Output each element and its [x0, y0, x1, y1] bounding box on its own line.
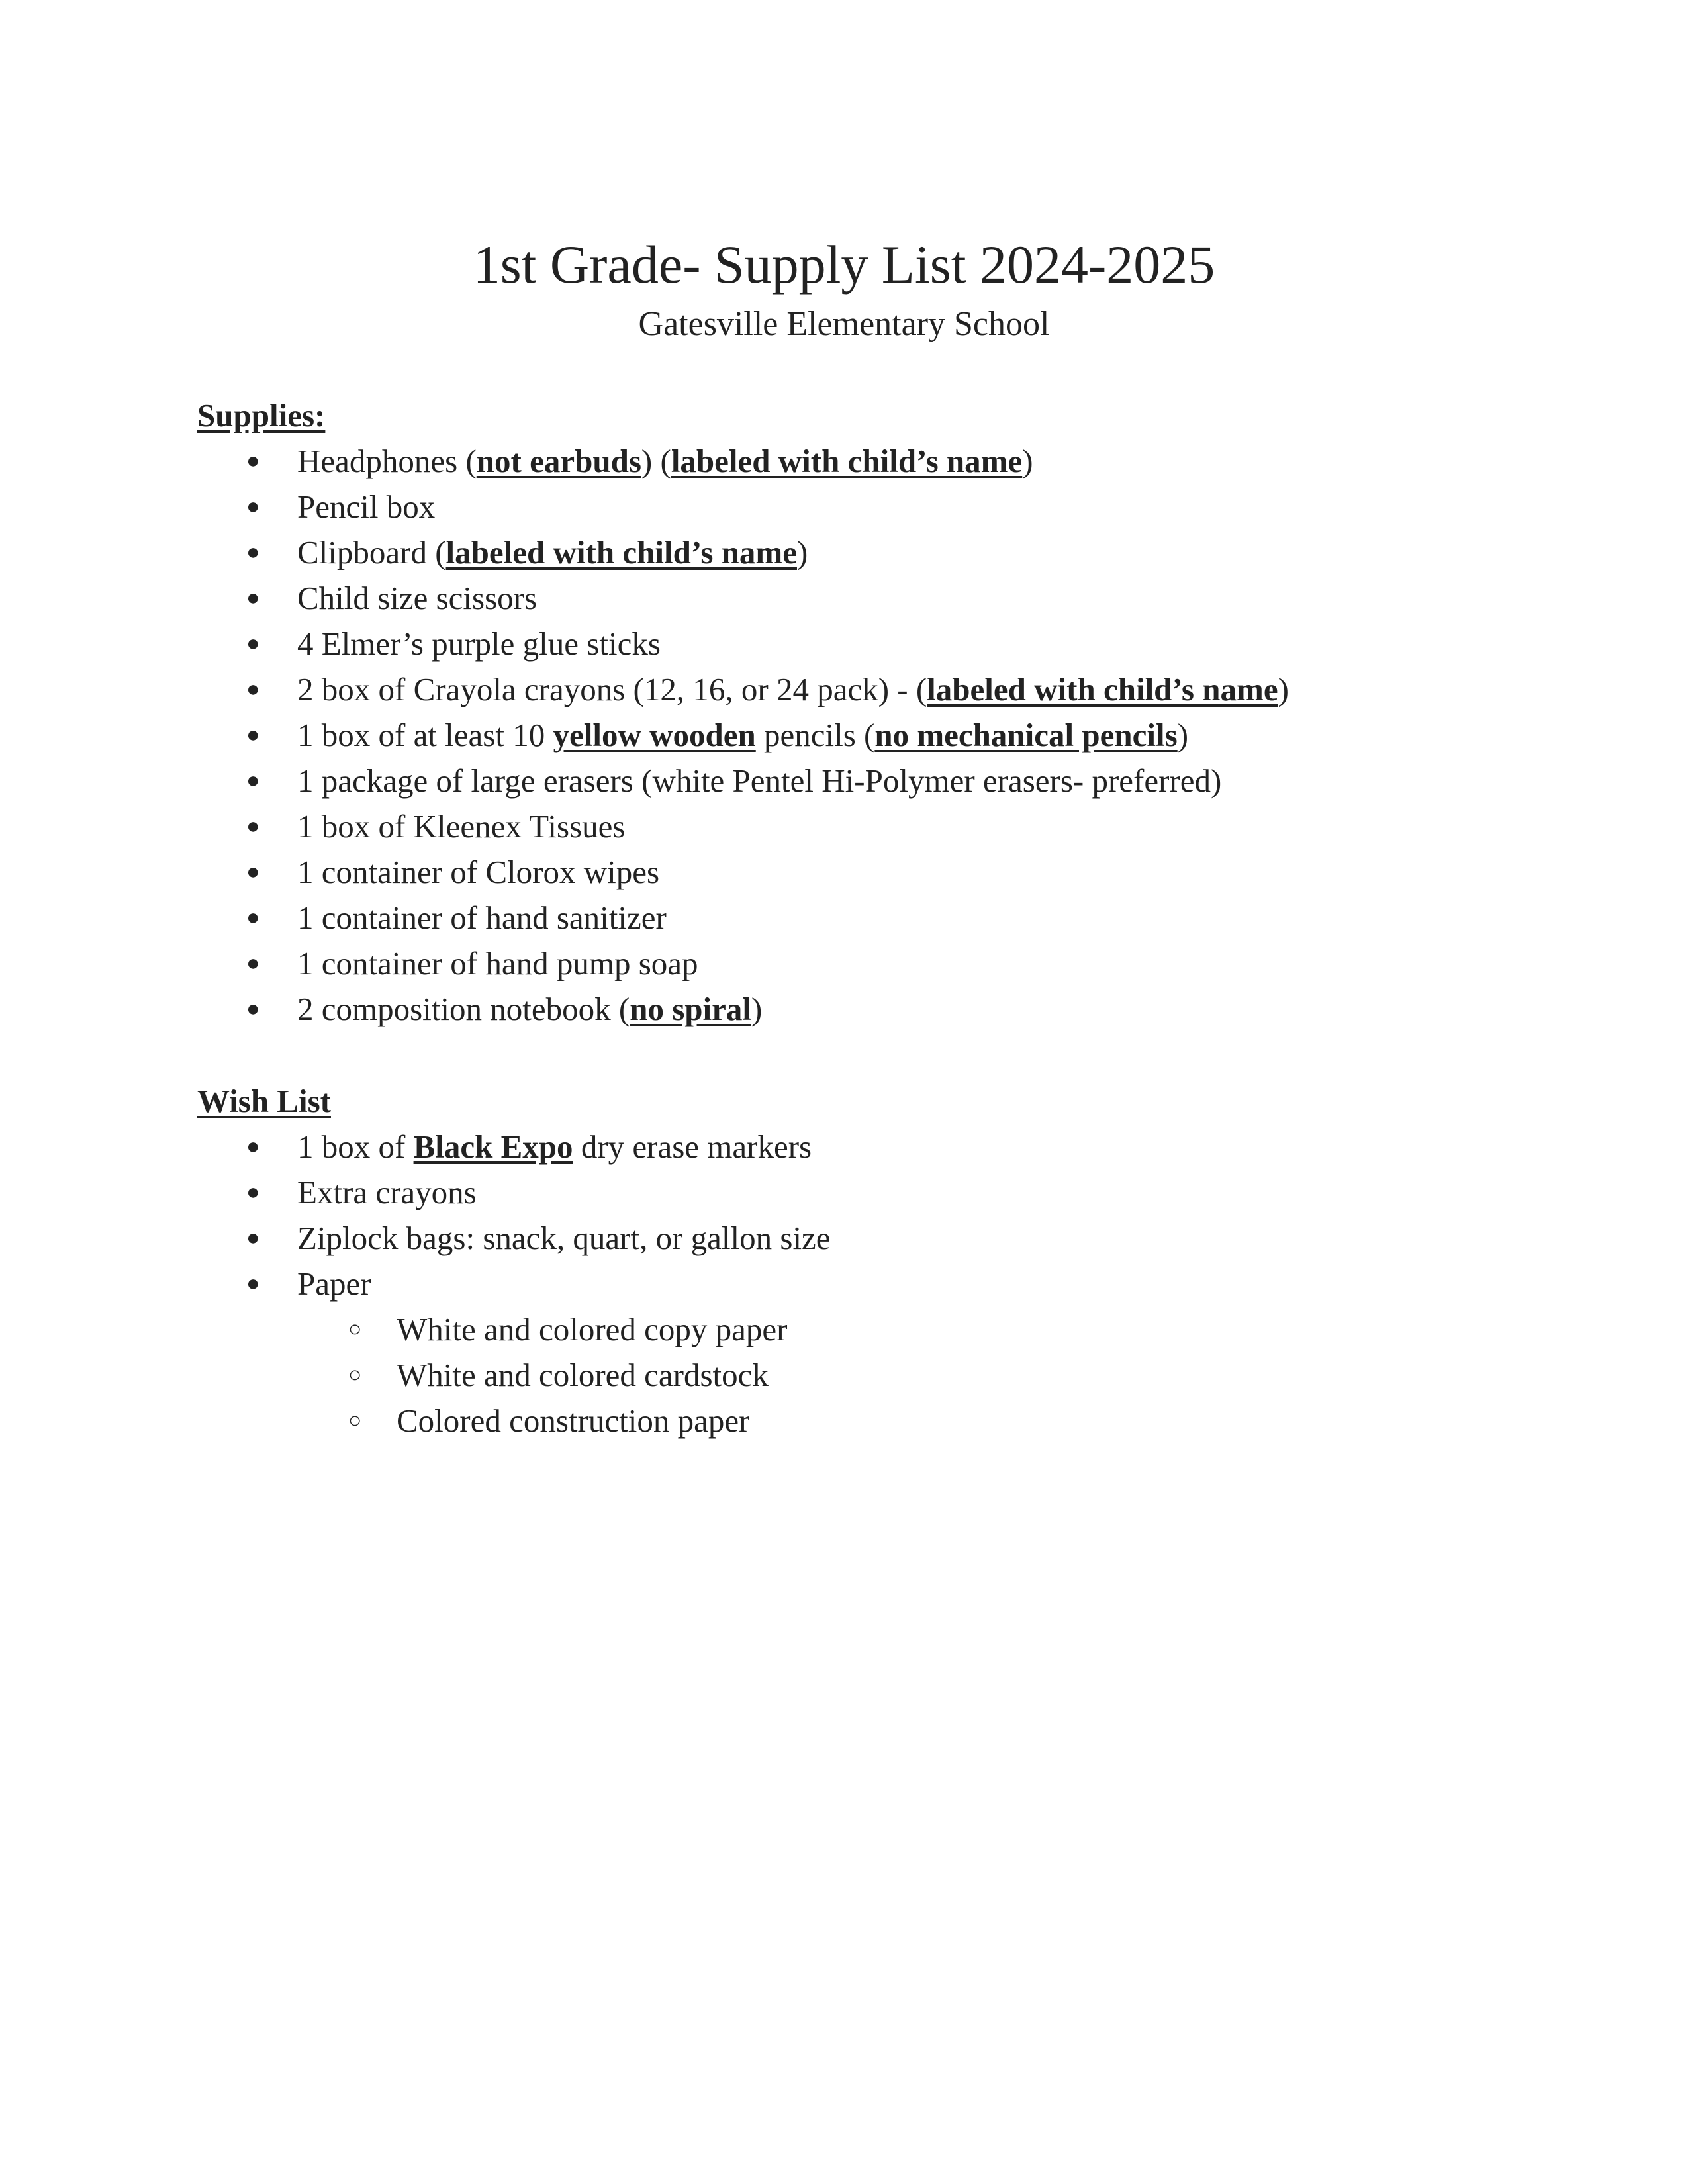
list-item-text [297, 986, 762, 1032]
plain-text: White and colored copy paper [397, 1311, 788, 1347]
plain-text: 1 container of Clorox wipes [297, 854, 660, 890]
circle-bullet-icon: ○ [348, 1363, 362, 1387]
plain-text: Paper [297, 1265, 371, 1302]
emphasized-text: Black Expo [413, 1128, 573, 1165]
plain-text: 1 container of hand sanitizer [297, 899, 667, 936]
emphasized-text: labeled with child’s name [927, 671, 1278, 707]
list-item-text [297, 895, 667, 940]
disc-bullet-icon: ● [246, 768, 260, 793]
disc-bullet-icon: ● [246, 1271, 260, 1296]
disc-bullet-icon: ● [246, 677, 260, 702]
plain-text: ) [1177, 717, 1189, 753]
supplies-heading: Supplies: [197, 397, 326, 433]
plain-text: White and colored cardstock [397, 1357, 769, 1393]
school-name: Gatesville Elementary School [638, 305, 1050, 343]
emphasized-text: no mechanical pencils [874, 717, 1178, 753]
plain-text: 1 container of hand pump soap [297, 945, 698, 981]
plain-text: dry erase markers [573, 1128, 812, 1165]
disc-bullet-icon: ● [246, 494, 260, 519]
list-item-text [297, 758, 1221, 803]
emphasized-text: yellow wooden [553, 717, 756, 753]
plain-text: Colored construction paper [397, 1402, 750, 1439]
list-item-text [397, 1306, 787, 1352]
plain-text: Ziplock bags: snack, quart, or gallon size [297, 1220, 831, 1256]
plain-text: Child size scissors [297, 580, 538, 616]
disc-bullet-icon: ● [246, 814, 260, 839]
plain-text: Pencil box [297, 488, 436, 525]
plain-text: ) ( [641, 443, 671, 479]
disc-bullet-icon: ● [246, 951, 260, 976]
circle-bullet-icon: ○ [348, 1317, 362, 1342]
plain-text: Extra crayons [297, 1174, 477, 1210]
list-item-text [297, 803, 625, 849]
plain-text: ) [796, 534, 808, 570]
list-item-text [297, 438, 1033, 484]
list-item-text [297, 712, 1188, 758]
plain-text: 1 package of large erasers (white Pentel Hi-Polymer erasers- preferred) [297, 762, 1222, 799]
emphasized-text: no spiral [630, 991, 752, 1027]
disc-bullet-icon: ● [246, 1134, 260, 1159]
plain-text: 2 box of Crayola crayons (12, 16, or 24 pack) - ( [297, 671, 927, 707]
plain-text: 1 box of [297, 1128, 414, 1165]
plain-text: ) [751, 991, 763, 1027]
list-item-text [397, 1398, 749, 1443]
plain-text: pencils ( [755, 717, 875, 753]
list-item-text [397, 1352, 769, 1398]
plain-text: 1 box of Kleenex Tissues [297, 808, 626, 844]
list-item-text [297, 1261, 371, 1306]
disc-bullet-icon: ● [246, 631, 260, 656]
disc-bullet-icon: ● [246, 1226, 260, 1250]
disc-bullet-icon: ● [246, 723, 260, 747]
plain-text: Headphones ( [297, 443, 477, 479]
list-item-text [297, 1169, 477, 1215]
plain-text: ) [1022, 443, 1033, 479]
page-title: 1st Grade- Supply List 2024-2025 [473, 234, 1215, 295]
emphasized-text: labeled with child’s name [671, 443, 1023, 479]
plain-text: ) [1278, 671, 1289, 707]
list-item-text [297, 849, 659, 895]
list-item-text [297, 940, 698, 986]
list-item-text [297, 1124, 812, 1169]
list-item-text [297, 1215, 831, 1261]
disc-bullet-icon: ● [246, 860, 260, 884]
disc-bullet-icon: ● [246, 449, 260, 473]
emphasized-text: labeled with child’s name [445, 534, 797, 570]
disc-bullet-icon: ● [246, 586, 260, 610]
disc-bullet-icon: ● [246, 997, 260, 1021]
emphasized-text: not earbuds [476, 443, 641, 479]
list-item-text [297, 621, 661, 666]
list-item-text [297, 484, 435, 529]
disc-bullet-icon: ● [246, 540, 260, 565]
plain-text: 2 composition notebook ( [297, 991, 630, 1027]
plain-text: 4 Elmer’s purple glue sticks [297, 625, 661, 662]
list-item-text [297, 575, 537, 621]
list-item-text [297, 529, 808, 575]
disc-bullet-icon: ● [246, 1180, 260, 1205]
disc-bullet-icon: ● [246, 905, 260, 930]
wish-list-heading: Wish List [197, 1083, 331, 1119]
plain-text: Clipboard ( [297, 534, 446, 570]
circle-bullet-icon: ○ [348, 1408, 362, 1433]
list-item-text [297, 666, 1289, 712]
plain-text: 1 box of at least 10 [297, 717, 553, 753]
